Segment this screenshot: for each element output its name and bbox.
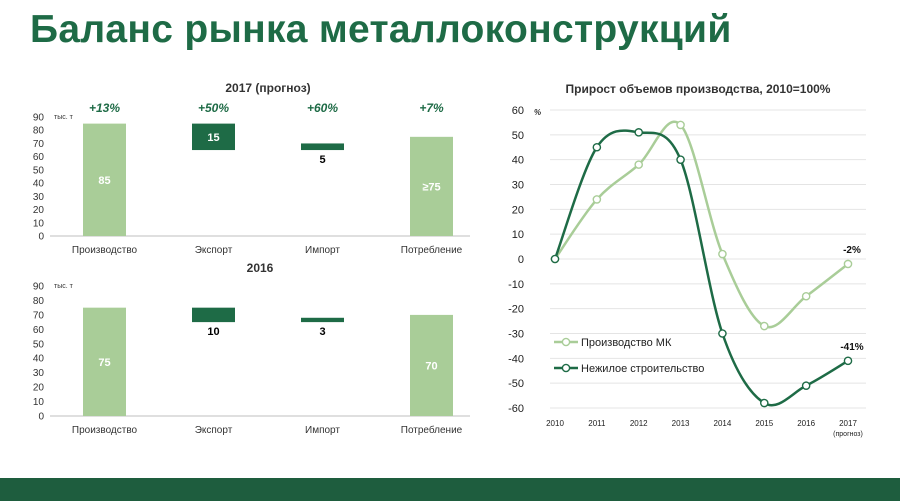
y-tick-label: 60	[32, 324, 44, 336]
data-point	[635, 161, 642, 168]
chart-title: 2016	[246, 261, 274, 275]
data-label: 85	[98, 174, 111, 187]
y-tick-label: -60	[508, 403, 524, 415]
x-tick-label: 2013	[671, 419, 690, 428]
legend-label: Нежилое строительство	[581, 363, 705, 375]
x-tick-label: 2012	[629, 419, 648, 428]
data-point	[844, 357, 851, 364]
x-tick-label: Импорт	[305, 245, 340, 256]
y-tick-label: 60	[32, 152, 44, 164]
data-point	[677, 121, 684, 128]
y-tick-label: 30	[32, 368, 44, 380]
footer-bar	[0, 478, 900, 501]
legend-marker	[562, 338, 569, 345]
data-label: 5	[319, 154, 326, 167]
data-label: 3	[319, 326, 326, 339]
y-tick-label: 0	[517, 254, 524, 266]
y-tick-label: 10	[32, 397, 44, 409]
y-tick-label: 10	[511, 229, 524, 242]
y-tick-label: -40	[508, 353, 524, 366]
data-point	[803, 382, 810, 389]
x-tick-sublabel: (прогноз)	[833, 431, 863, 438]
x-tick-label: Производство	[71, 245, 138, 256]
y-tick-label: 80	[32, 125, 44, 137]
y-tick-label: 90	[32, 112, 44, 124]
data-point	[761, 399, 768, 406]
bar	[301, 143, 344, 150]
y-tick-label: 80	[32, 295, 44, 307]
growth-label: +60%	[306, 101, 339, 115]
bar	[192, 308, 235, 322]
data-point	[551, 255, 558, 262]
y-tick-label: 70	[32, 138, 44, 150]
x-tick-label: Потребление	[400, 245, 463, 256]
x-tick-label: 2014	[713, 419, 732, 428]
y-tick-label: 10	[32, 218, 44, 230]
y-tick-label: 30	[511, 179, 524, 192]
end-label: -41%	[840, 341, 864, 353]
y-axis-unit: тыс. т	[54, 114, 73, 121]
y-tick-label: 70	[32, 310, 44, 322]
data-point	[677, 156, 684, 163]
y-tick-label: 40	[32, 178, 44, 190]
data-point	[593, 196, 600, 203]
data-label: 15	[207, 131, 220, 144]
data-label: 75	[98, 356, 111, 369]
data-point	[719, 330, 726, 337]
page-title: Баланс рынка металлоконструкций	[30, 8, 732, 51]
bar-chart-2017	[20, 78, 470, 268]
x-tick-label: Потребление	[400, 425, 463, 436]
y-tick-label: 20	[511, 204, 524, 217]
y-tick-label: 30	[32, 191, 44, 203]
data-point	[761, 322, 768, 329]
chart-title: 2017 (прогноз)	[225, 81, 311, 95]
data-label: ≥75	[422, 181, 441, 194]
data-point	[593, 144, 600, 151]
data-point	[803, 293, 810, 300]
data-point	[719, 250, 726, 257]
growth-label: +13%	[88, 101, 121, 115]
line-chart-growth	[490, 78, 890, 443]
data-label: 10	[207, 326, 220, 339]
y-axis-unit: тыс. т	[54, 283, 73, 290]
legend-marker	[562, 364, 569, 371]
data-point	[635, 129, 642, 136]
x-tick-label: 2011	[588, 419, 606, 428]
growth-label: +50%	[197, 101, 230, 115]
y-tick-label: 50	[32, 165, 44, 177]
y-tick-label: -50	[508, 378, 524, 391]
data-point	[844, 260, 851, 267]
bar	[301, 318, 344, 322]
y-tick-label: 40	[32, 353, 44, 365]
x-tick-label: 2017	[839, 419, 857, 428]
y-tick-label: -30	[508, 328, 524, 341]
y-tick-label: 50	[32, 339, 44, 351]
x-tick-label: 2010	[546, 419, 564, 428]
data-label: 70	[425, 360, 438, 373]
legend-label: Производство МК	[581, 337, 672, 349]
y-tick-label: -10	[508, 278, 524, 291]
y-tick-label: 0	[38, 231, 44, 243]
y-tick-label: 40	[511, 154, 524, 167]
x-tick-label: 2016	[797, 419, 816, 428]
chart-title: Прирост объемов производства, 2010=100%	[565, 82, 831, 96]
end-label: -2%	[843, 244, 861, 256]
y-tick-label: 20	[32, 205, 44, 217]
y-tick-label: -20	[508, 303, 524, 316]
y-tick-label: 60	[511, 105, 524, 117]
x-tick-label: Экспорт	[194, 425, 233, 436]
y-tick-label: 90	[32, 281, 44, 293]
y-tick-label: 0	[38, 411, 44, 423]
y-tick-label: 50	[511, 129, 524, 142]
y-axis-unit: %	[534, 108, 542, 117]
y-tick-label: 20	[32, 382, 44, 394]
bar-chart-2016	[20, 258, 470, 444]
x-tick-label: Производство	[71, 425, 138, 436]
growth-label: +7%	[419, 101, 444, 115]
x-tick-label: Экспорт	[194, 245, 233, 256]
x-tick-label: 2015	[755, 419, 774, 428]
x-tick-label: Импорт	[305, 425, 340, 436]
